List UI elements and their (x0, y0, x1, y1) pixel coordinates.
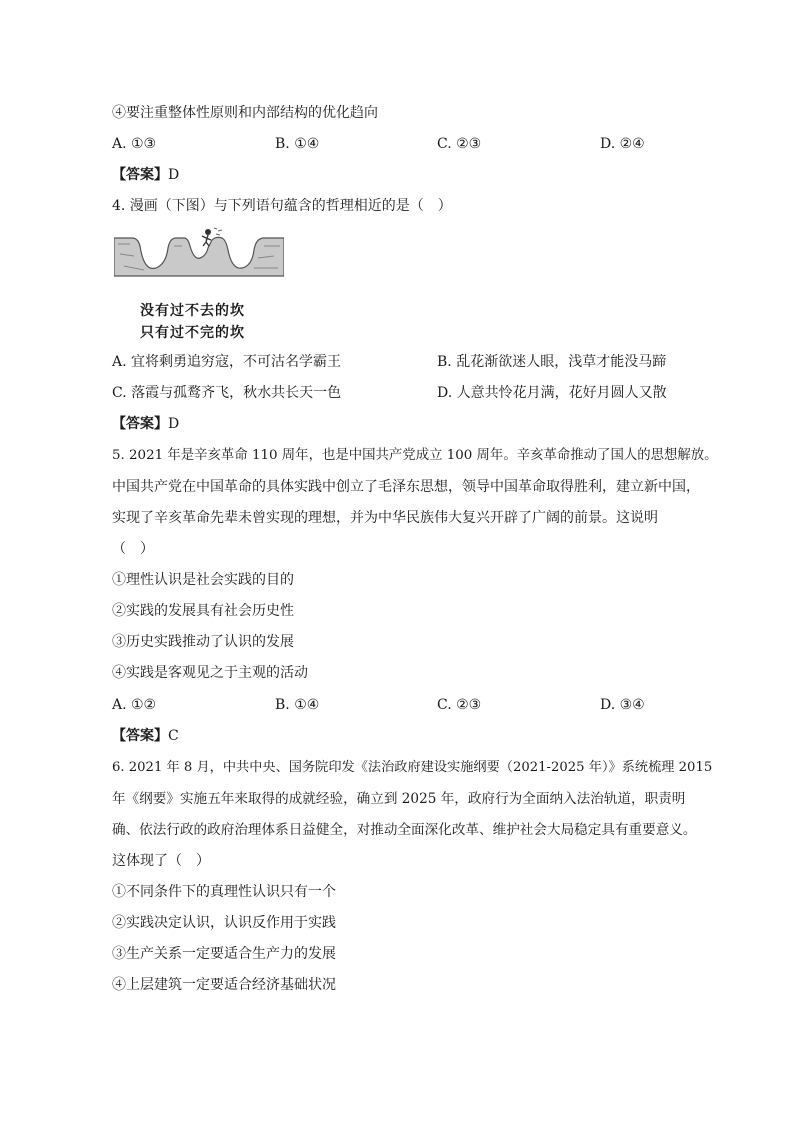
q5-line-2: 中国共产党在中国革命的具体实践中创立了毛泽东思想，领导中国革命取得胜利，建立新中国， (112, 479, 700, 495)
q6-item-3: ③生产关系一定要适合生产力的发展 (112, 946, 336, 962)
q6-line-4: 这体现了（ ） (112, 853, 210, 869)
cartoon-caption-1: 没有过不去的坎 (140, 303, 245, 319)
answer-value: D (168, 167, 180, 183)
q5-item-2: ②实践的发展具有社会历史性 (112, 603, 294, 619)
q5-option-c: C. ②③ (437, 697, 482, 713)
q5-item-1: ①理性认识是社会实践的目的 (112, 572, 294, 588)
q6-line-1: 6. 2021 年 8 月，中共中央、国务院印发《法治政府建设实施纲要（2021-2025 年）》系统梳理 2015 (112, 760, 713, 775)
q5-item-4: ④实践是客观见之于主观的活动 (112, 665, 308, 681)
q6-item-4: ④上层建筑一定要适合经济基础状况 (112, 977, 336, 993)
q5-answer (112, 726, 179, 746)
q6-line-3: 确、依法行政的政府治理体系日益健全，对推动全面深化改革、维护社会大局稳定具有重要意义。 (112, 822, 697, 838)
prev-option-a: A. ①③ (112, 136, 157, 152)
q4-stem: 4. 漫画（下图）与下列语句蕴含的哲理相近的是（ ） (112, 198, 452, 214)
q5-item-3: ③历史实践推动了认识的发展 (112, 634, 294, 650)
prev-option-d: D. ②④ (600, 136, 645, 152)
q4-option-a: A. 宜将剩勇追穷寇，不可沽名学霸王 (112, 354, 342, 370)
q5-line-3: 实现了辛亥革命先辈未曾实现的理想，并为中华民族伟大复兴开辟了广阔的前景。这说明 (112, 510, 658, 526)
q5-line-4: （ ） (112, 541, 154, 557)
answer-tag: 【答案】 (112, 416, 168, 432)
answer-value: D (168, 416, 180, 432)
prev-option-c: C. ②③ (437, 136, 482, 152)
q5-option-b: B. ①④ (275, 697, 320, 713)
prev-answer (112, 165, 179, 185)
q5-option-d: D. ③④ (600, 697, 645, 713)
prev-option-b: B. ①④ (275, 136, 320, 152)
q6-item-1: ①不同条件下的真理性认识只有一个 (112, 884, 336, 900)
q6-line-2: 年《纲要》实施五年来取得的成就经验，确立到 2025 年，政府行为全面纳入法治轨道，职责明 (112, 791, 686, 807)
cartoon-drawing (114, 224, 284, 294)
q5-line-1: 5. 2021 年是辛亥革命 110 周年，也是中国共产党成立 100 周年。辛亥革命推动了国人的思想解放。 (112, 448, 718, 463)
q6-item-2: ②实践决定认识，认识反作用于实践 (112, 915, 336, 931)
answer-tag: 【答案】 (112, 728, 168, 744)
q4-option-b: B. 乱花渐欲迷人眼，浅草才能没马蹄 (437, 354, 667, 370)
answer-tag: 【答案】 (112, 167, 168, 183)
q5-option-a: A. ①② (112, 697, 157, 713)
prev-item-4: ④要注重整体性原则和内部结构的优化趋向 (112, 105, 378, 121)
q4-answer (112, 414, 179, 434)
answer-value: C (168, 728, 179, 744)
q4-option-c: C. 落霞与孤鹜齐飞，秋水共长天一色 (112, 385, 342, 401)
cartoon-caption-2: 只有过不完的坎 (140, 325, 245, 341)
q4-option-d: D. 人意共怜花月满，花好月圆人又散 (437, 385, 667, 401)
